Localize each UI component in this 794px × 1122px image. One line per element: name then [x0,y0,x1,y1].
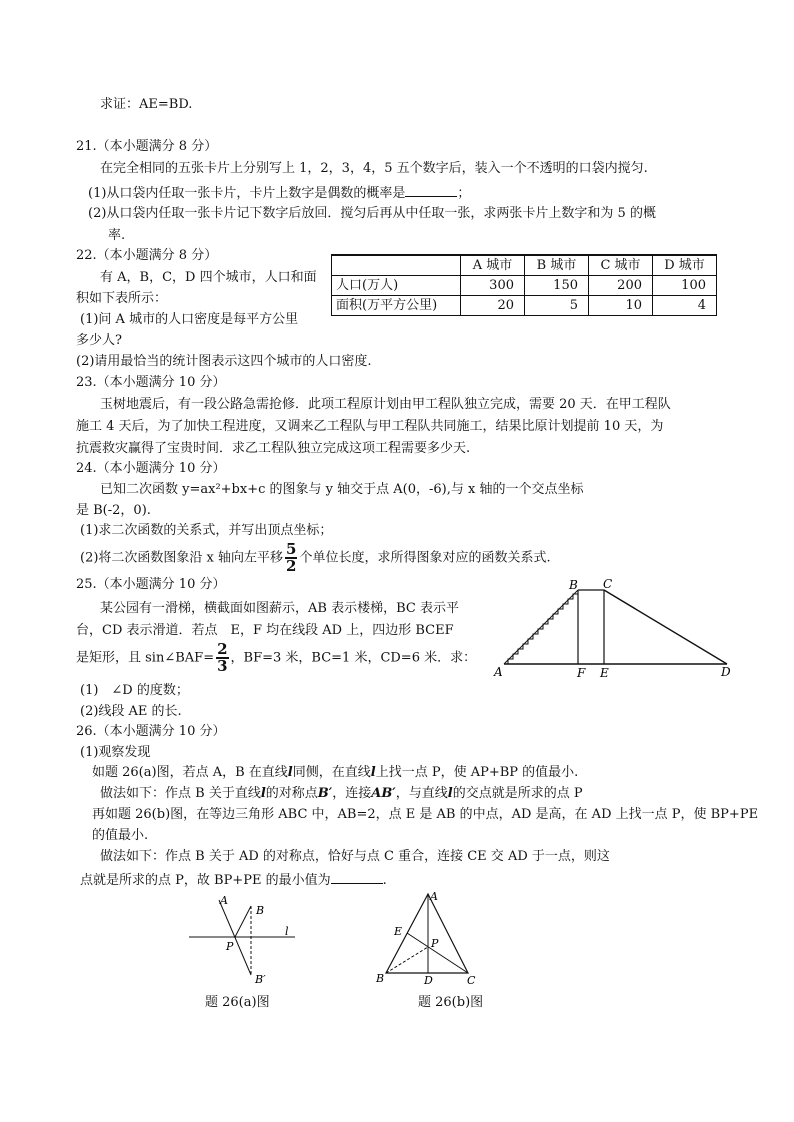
q22-header: 22.（本小题满分 8 分） [76,248,218,263]
fraction-denominator: 2 [286,557,297,575]
label-c: C [603,577,613,591]
q25-line3 [76,642,476,674]
table-corner-cell [332,255,461,276]
q22-part1-line2: 多少人? [76,333,122,348]
table-row-label: 人口(万人) [332,276,461,296]
q21-intro: 在完全相同的五张卡片上分别写上 1，2，3，4，5 五个数字后，装入一个不透明的口袋内搅匀. [100,161,648,176]
city-data-table [331,254,717,316]
label-b-prime: B′ [255,973,266,986]
q21-header: 21.（本小题满分 8 分） [76,139,218,154]
table-header-row [332,255,717,276]
q23-line2: 施工 4 天后，为了加快工程进度，又调来乙工程队与甲工程队共同施工，结果比原计划提前 10 天，为 [76,419,664,434]
q26-line5: 做法如下：作点 B 关于 AD 的对称点，恰好与点 C 重合，连接 CE 交 AD 于一点，则这 [100,849,610,864]
fraction-denominator: 3 [217,657,228,675]
q26-line1-b: 同侧，在直线 [292,765,371,780]
figure-26b-caption: 题 26(b)图 [418,995,484,1010]
table-cell: 150 [525,276,589,296]
q26-line1-a: 如题 26(a)图，若点 A，B 在直线 [92,765,288,780]
figure-26a [185,890,305,990]
table-cell: 200 [589,276,653,296]
q21-part2-line2: 率. [108,228,126,243]
label-p: P [226,940,234,953]
q22-part1-line1: (1)问 A 城市的人口密度是每平方公里 [80,312,299,327]
table-cell: 5 [525,296,589,316]
fraction-numerator: 5 [286,540,297,558]
fraction-numerator: 2 [217,640,228,658]
q24-part1: (1)求二次函数的关系式，并写出顶点坐标； [80,523,333,538]
table-col-header: C 城市 [589,255,653,276]
q26-line2 [100,786,583,802]
q25-line2: 台，CD 表示滑道．若点 E，F 均在线段 AD 上，四边形 BCEF [76,623,454,638]
q26-line6-text: 点就是所求的点 P，故 BP+PE 的最小值为 [80,873,331,888]
q26-line6-end: . [382,873,387,888]
label-b: B [376,972,385,985]
q23-header: 23.（本小题满分 10 分） [76,375,226,390]
table-col-header: A 城市 [461,255,525,276]
table-cell: 100 [653,276,717,296]
table-row [332,296,717,316]
label-b: B [569,578,578,592]
q24-part2-text: (2)将二次函数图象沿 x 轴向左平移 [80,550,284,566]
table-col-header: D 城市 [653,255,717,276]
q26-line4: 的值最小. [92,828,149,843]
label-d: D [424,974,433,987]
figure-26b [372,888,482,988]
symbol-l: l [447,786,453,801]
q26-line2-c: ，连接 [332,786,372,801]
q24-part2-end: 个单位长度，求所得图象对应的函数关系式. [299,550,551,566]
answer-blank [331,871,383,884]
q26-line1-c: 上找一点 P，使 AP+BP 的值最小. [375,765,579,780]
slide-figure [490,575,740,685]
q24-line2: 是 B(-2，0). [76,503,151,518]
q21-part1-text: (1)从口袋内任取一张卡片，卡片上数字是偶数的概率是 [88,186,406,201]
q26-line2-d: ，与直线 [395,786,448,801]
line-ab [504,590,578,664]
q26-line2-e: 的交点就是所求的点 P [452,786,583,801]
table-cell: 20 [461,296,525,316]
q22-part2: (2)请用最恰当的统计图表示这四个城市的人口密度. [76,354,372,369]
q25-line1: 某公园有一滑梯，横截面如图薪示，AB 表示楼梯，BC 表示平 [100,601,459,616]
line-cd [604,590,727,664]
q25-line3-end: ，BF=3 米，BC=1 米，CD=6 米．求： [230,650,477,666]
symbol-l: l [260,786,266,801]
q21-part1 [88,184,470,202]
q26-line1 [92,765,578,781]
table-cell: 4 [653,296,717,316]
table-cell: 300 [461,276,525,296]
q24-part2 [80,542,551,574]
q26-line2-a: 做法如下：作点 B 关于直线 [100,786,261,801]
symbol-bprime: B′ [317,786,333,801]
q21-part1-end: ； [457,186,471,201]
q25-header: 25.（本小题满分 10 分） [76,577,226,592]
table-row [332,276,717,296]
label-c: C [467,974,476,987]
proof-statement: 求证：AE=BD. [100,97,193,112]
label-f: F [577,666,586,680]
q21-part2-line1: (2)从口袋内任取一张卡片记下数字后放回．搅匀后再从中任取一张，求两张卡片上数字和为 5 的概 [88,206,656,221]
q26-sub1: (1)观察发现 [80,745,151,760]
q22-intro-line1: 有 A，B，C，D 四个城市，人口和面 [100,270,317,285]
q23-line1: 玉树地震后，有一段公路急需抢修．此项工程原计划由甲工程队独立完成，需要 20 天．在甲工程队 [100,397,671,412]
figure-26a-caption: 题 26(a)图 [205,995,270,1010]
q26-line3: 再如题 26(b)图，在等边三角形 ABC 中，AB=2，点 E 是 AB 的中点，AD 是高，在 AD 上找一点 P，使 BP+PE [92,807,759,822]
label-a: A [494,665,503,679]
q23-line3: 抗震救灾赢得了宝贵时间．求乙工程队独立完成这项工程需要多少天. [76,441,471,456]
q25-part2: (2)线段 AE 的长. [80,704,182,719]
label-b: B [256,904,265,917]
table-row-label: 面积(万平方公里) [332,296,461,316]
label-d: D [721,665,731,679]
q22-intro-line2: 积如下表所示： [76,291,168,306]
label-l: l [285,925,289,938]
fraction-two-thirds [216,642,228,674]
answer-blank [405,184,457,197]
q26-line2-b: 的对称点 [265,786,318,801]
q24-line1: 已知二次函数 y=ax²+bx+c 的图象与 y 轴交于点 A(0，-6),与 x 轴的一个交点坐标 [100,482,584,497]
label-a: A [220,894,228,907]
label-a: A [430,890,438,903]
q26-header: 26.（本小题满分 10 分） [76,724,226,739]
label-p: P [431,937,439,950]
q26-line6 [80,871,387,889]
label-e: E [600,666,609,680]
q25-line3-text: 是矩形，且 sin∠BAF= [76,650,215,666]
symbol-l: l [287,765,293,780]
q24-header: 24.（本小题满分 10 分） [76,461,226,476]
label-e: E [394,925,403,938]
table-cell: 10 [589,296,653,316]
symbol-l: l [370,765,376,780]
symbol-abprime: AB′ [371,786,396,801]
fraction-five-halves [285,542,297,574]
q25-part1: (1) ∠D 的度数； [80,683,189,698]
line-pb [235,906,251,937]
table-col-header: B 城市 [525,255,589,276]
